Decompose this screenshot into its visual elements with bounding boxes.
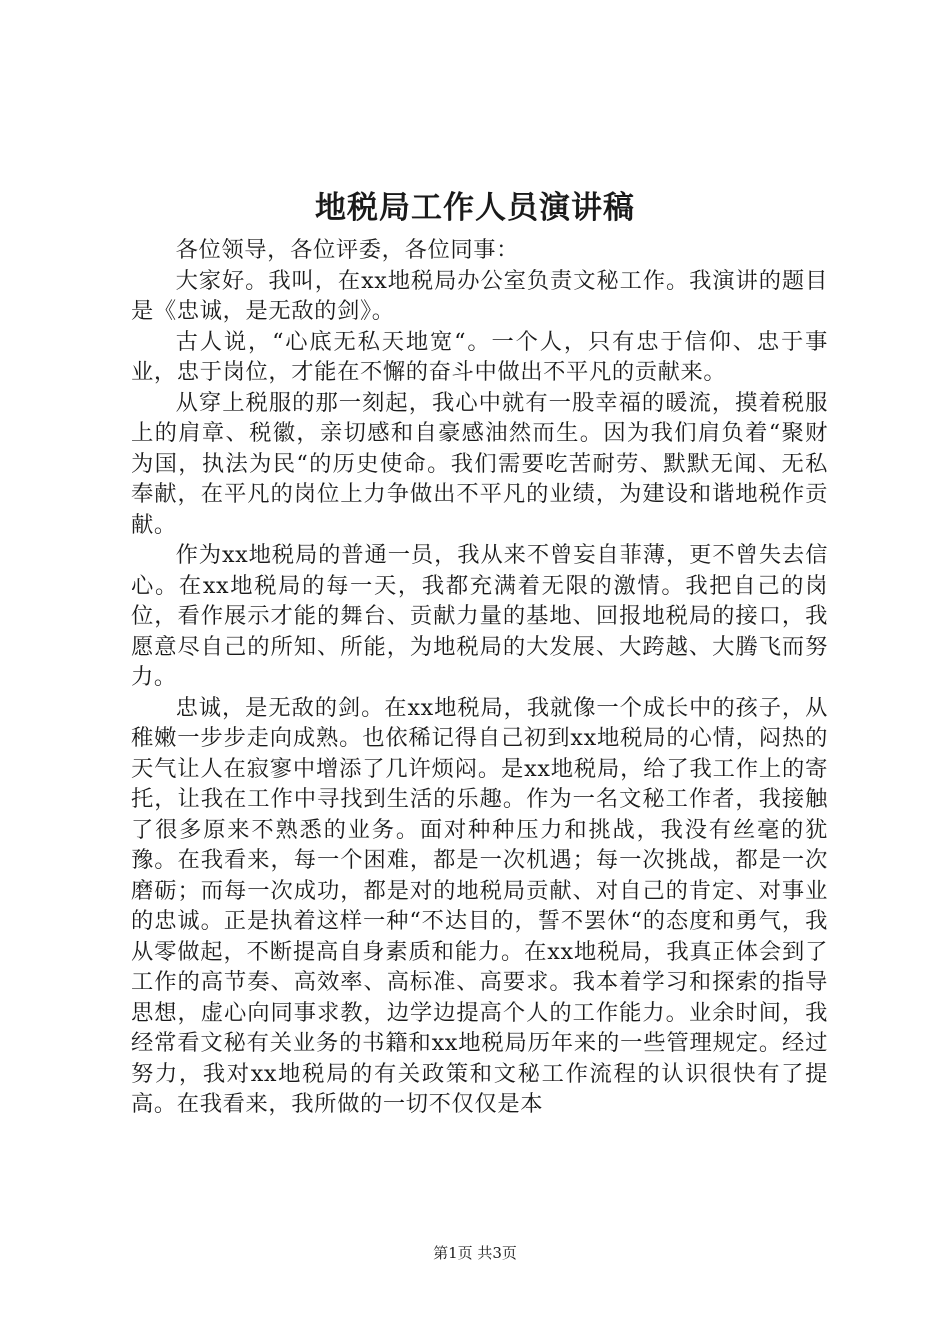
paragraph-member: 作为xx地税局的普通一员，我从来不曾妄自菲薄，更不曾失去信心。在xx地税局的每一天，我都充满着无限的激情。我把自己的岗位，看作展示才能的舞台、贡献力量的基地、回报地税局的接口，我愿意尽自己的所知、所能，为地税局的大发展、大跨越、大腾飞而努力。 [131, 542, 828, 690]
paragraph-quote: 古人说，“心底无私天地宽“。一个人，只有忠于信仰、忠于事业，忠于岗位，才能在不懈的奋斗中做出不平凡的贡献来。 [131, 328, 828, 385]
paragraph-loyalty: 忠诚，是无敌的剑。在xx地税局，我就像一个成长中的孩子，从稚嫩一步步走向成熟。也依稀记得自己初到xx地税局的心情，闷热的天气让人在寂寥中增添了几许烦闷。是xx地税局，给了我工作上的寄托，让我在工作中寻找到生活的乐趣。作为一名文秘工作者，我接触了很多原来不熟悉的业务。面对种种压力和挑战，我没有丝毫的犹豫。在我看来，每一个困难，都是一次机遇；每一次挑战，都是一次磨砺；而每一次成功，都是对的地税局贡献、对自己的肯定、对事业的忠诚。正是执着这样一种“不达目的，誓不罢休“的态度和勇气，我从零做起，不断提高自身素质和能力。在xx地税局，我真正体会到了工作的高节奏、高效率、高标准、高要求。我本着学习和探索的指导思想，虚心向同事求教，边学边提高个人的工作能力。业余时间，我经常看文秘有关业务的书籍和xx地税局历年来的一些管理规定。经过努力，我对xx地税局的有关政策和文秘工作流程的认识很快有了提高。在我看来，我所做的一切不仅仅是本 [131, 694, 828, 1117]
document-title: 地税局工作人员演讲稿 [315, 190, 635, 226]
paragraph-salutation: 各位领导，各位评委，各位同事： [175, 237, 520, 263]
paragraph-introduction: 大家好。我叫，在xx地税局办公室负责文秘工作。我演讲的题目是《忠诚，是无敌的剑》。 [131, 267, 828, 324]
document-body [131, 235, 828, 1120]
page-footer: 第1页 共3页 [433, 1244, 517, 1262]
paragraph-uniform: 从穿上税服的那一刻起，我心中就有一股幸福的暖流，摸着税服上的肩章、税徽，亲切感和自豪感油然而生。因为我们肩负着“聚财为国，执法为民“的历史使命。我们需要吃苦耐劳、默默无闻、无私奉献，在平凡的岗位上力争做出不平凡的业绩，为建设和谐地税作贡献。 [131, 389, 828, 538]
